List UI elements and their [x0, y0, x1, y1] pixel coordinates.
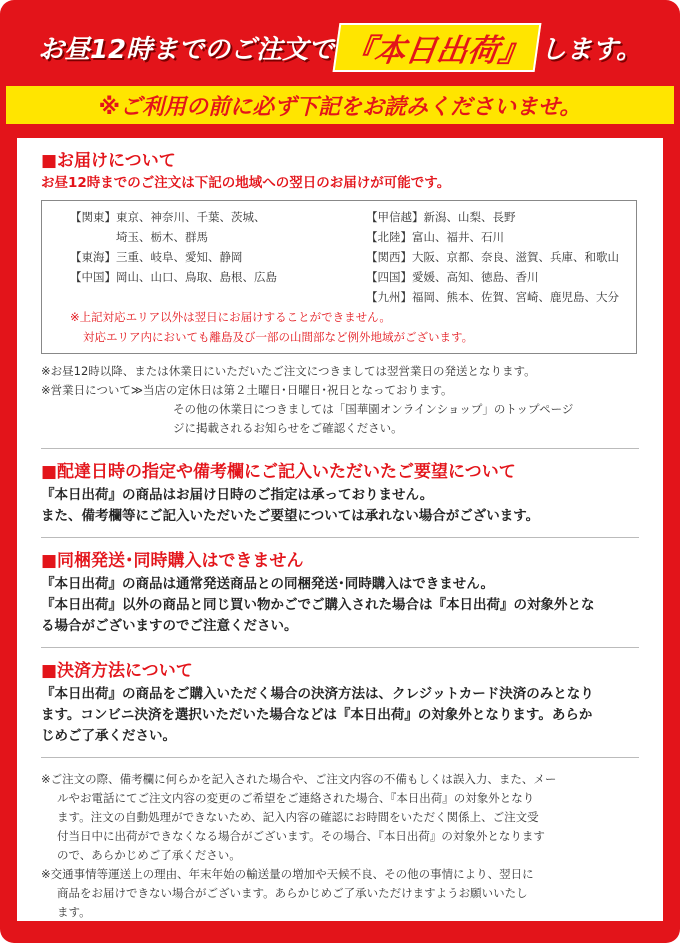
headline-pre: お昼12時までのご注文で: [37, 34, 335, 65]
area-row: 【東海】三重、岐阜、愛知、静岡: [70, 250, 243, 264]
divider: [41, 757, 639, 758]
bundle-text: [41, 574, 639, 637]
delivery-note: その他の休業日につきましては「国華園オンラインショップ」のトップページ: [173, 402, 574, 416]
request-title: ■配達日時の指定や備考欄にご記入いただいたご要望について: [41, 462, 516, 482]
area-column-left: [70, 207, 366, 307]
payment-title: ■決済方法について: [41, 661, 193, 681]
content-panel: [17, 138, 663, 921]
footer-note: ので、あらかじめご了承ください。: [57, 848, 241, 862]
payment-line: ます。コンビニ決済を選択いただいた場合などは『本日出荷』の対象外となります。あらか: [41, 707, 593, 723]
delivery-note: ※営業日について≫当店の定休日は第２土曜日･日曜日･祝日となっております。: [41, 383, 453, 397]
headline: [16, 0, 664, 84]
divider: [41, 448, 639, 449]
delivery-notes: [41, 362, 639, 438]
delivery-title: ■お届けについて: [41, 151, 176, 171]
payment-line: 『本日出荷』の商品をご購入いただく場合の決済方法は、クレジットカード決済のみとなり: [41, 686, 594, 702]
request-text: [41, 485, 639, 527]
footer-note: 付当日中に出荷ができなくなる場合がございます。その場合、『本日出荷』の対象外となります: [57, 829, 545, 843]
footer-note: 商品をお届けできない場合がございます。あらかじめご了承いただけますようお願いいたし: [57, 886, 528, 900]
area-note-2: 対応エリア内においても離島及び一部の山間部など例外地域がございます。: [83, 330, 474, 344]
delivery-note: ジに掲載されるお知らせをご確認ください。: [173, 421, 403, 435]
payment-text: [41, 684, 639, 747]
area-row: 【四国】愛媛、高知、徳島、香川: [366, 270, 539, 284]
payment-line: じめご了承ください。: [41, 728, 176, 744]
delivery-note: ※お昼12時以降、または休業日にいただいたご注文につきましては翌営業日の発送となります。: [41, 364, 536, 378]
request-line: 『本日出荷』の商品はお届け日時のご指定は承っておりません。: [41, 487, 434, 503]
area-row: 【中国】岡山、山口、鳥取、島根、広島: [70, 270, 277, 284]
delivery-subtitle: お昼12時までのご注文は下記の地域への翌日のお届けが可能です。: [41, 175, 451, 191]
footer-notes: [41, 770, 639, 922]
footer-note: ます。: [57, 905, 91, 919]
footer-note: ※交通事情等運送上の理由、年末年始の輸送量の増加や天候不良、その他の事情により、翌日に: [41, 867, 534, 881]
footer-note: ルやお電話にてご注文内容の変更のご希望をご連絡された場合、『本日出荷』の対象外となり: [57, 791, 535, 805]
footer-note: ます。注文の自動処理ができないため、記入内容の確認にお時間をいただく関係上、ご注文受: [57, 810, 539, 824]
area-row: 【甲信越】新潟、山梨、長野: [366, 210, 516, 224]
request-line: また、備考欄等にご記入いただいたご要望については承れない場合がございます。: [41, 508, 540, 524]
warning-banner: ※ご利用の前に必ず下記をお読みくださいませ。: [6, 86, 674, 124]
area-note-1: ※上記対応エリア以外は翌日にお届けすることができません。: [70, 310, 391, 324]
footer-note: ※ご注文の際、備考欄に何らかを記入された場合や、ご注文内容の不備もしくは誤入力、また、メー: [41, 772, 557, 786]
area-row: 【北陸】富山、福井、石川: [366, 230, 504, 244]
area-row: 埼玉、栃木、群馬: [70, 230, 208, 244]
bundle-line: 『本日出荷』の商品は通常発送商品との同梱発送･同時購入はできません。: [41, 576, 495, 592]
area-row: 【関東】東京、神奈川、千葉、茨城、: [70, 210, 266, 224]
area-column-right: [366, 207, 626, 307]
bundle-line: 『本日出荷』以外の商品と同じ買い物かごでご購入された場合は『本日出荷』の対象外とな: [41, 597, 595, 613]
area-row: 【九州】福岡、熊本、佐賀、宮崎、鹿児島、大分: [366, 290, 619, 304]
bundle-title: ■同梱発送･同時購入はできません: [41, 551, 304, 571]
headline-highlight: 『本日出荷』: [333, 23, 542, 72]
headline-post: します。: [540, 34, 643, 65]
divider: [41, 537, 639, 538]
area-box: [41, 200, 637, 354]
bundle-line: る場合がございますのでご注意ください。: [41, 618, 298, 634]
area-row: 【関西】大阪、京都、奈良、滋賀、兵庫、和歌山: [366, 250, 619, 264]
divider: [41, 647, 639, 648]
